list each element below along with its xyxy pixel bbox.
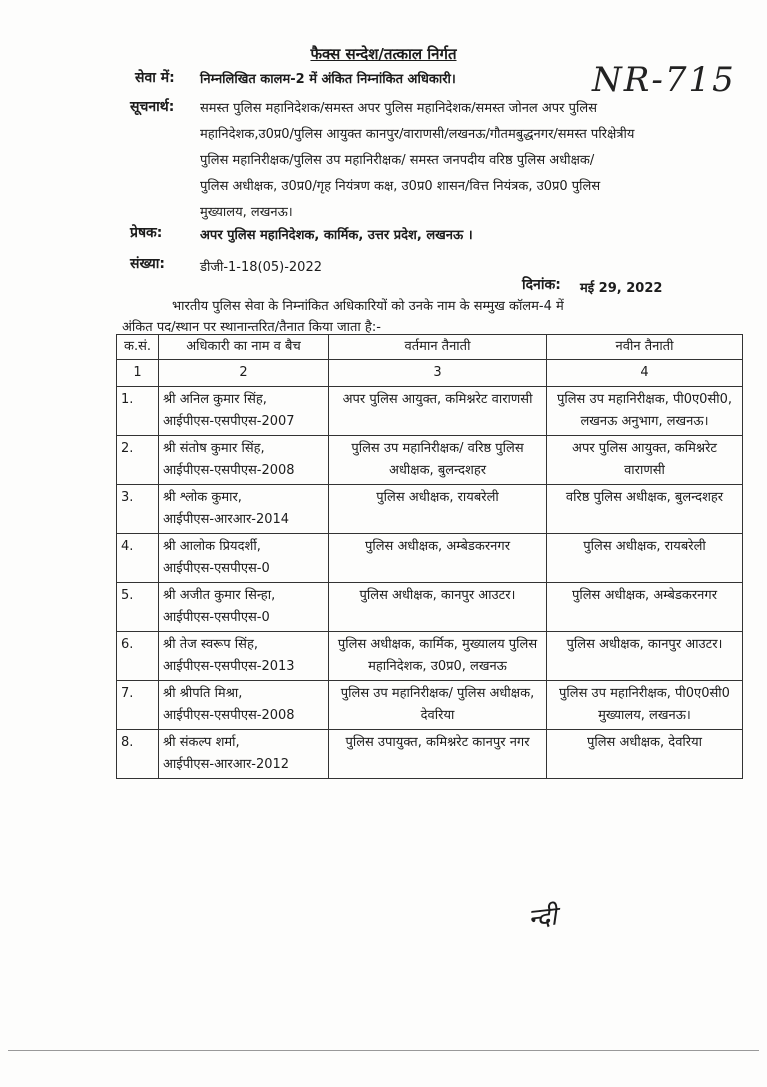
officer-name: श्री तेज स्वरूप सिंह,: [163, 637, 258, 652]
row-sno: [117, 485, 159, 534]
officer-name: श्री अनिल कुमार सिंह,: [163, 392, 267, 407]
officer-batch: आईपीएस-आरआर-2012: [163, 757, 290, 772]
officer-batch: आईपीएस-एसपीएस-2008: [163, 708, 295, 723]
officer-batch: आईपीएस-एसपीएस-0: [163, 561, 270, 576]
row-current-posting: [329, 436, 547, 485]
handwritten-reference-number: NR-715: [592, 60, 736, 100]
transfer-table: [116, 334, 743, 779]
row-new-posting: [547, 387, 743, 436]
row-new-posting: [547, 583, 743, 632]
row-sno-text: 2.: [121, 441, 134, 456]
info-line-5: मुख्यालय, लखनऊ।: [200, 205, 293, 220]
new-posting-text: पुलिस अधीक्षक, अम्बेडकरनगर: [571, 588, 718, 603]
current-posting-text: पुलिस अधीक्षक, रायबरेली: [376, 490, 499, 505]
date-label: दिनांक:: [522, 277, 561, 293]
row-new-posting: [547, 730, 743, 779]
info-label: सूचनार्थ:: [130, 99, 175, 115]
current-posting-text: पुलिस अधीक्षक, कानपुर आउटर।: [359, 588, 516, 603]
row-officer: [159, 387, 329, 436]
row-sno: [117, 681, 159, 730]
row-sno-text: 4.: [121, 539, 134, 554]
new-posting-text: पुलिस अधीक्षक, देवरिया: [586, 735, 703, 750]
to-text: निम्नलिखित कालम-2 में अंकित निम्नांकित अधिकारी।: [200, 72, 456, 87]
row-new-posting: [547, 436, 743, 485]
header-sno: क.सं.: [117, 335, 159, 360]
officer-batch: आईपीएस-एसपीएस-2007: [163, 414, 295, 429]
info-line-4: पुलिस अधीक्षक, उ0प्र0/गृह नियंत्रण कक्ष, उ0प्र0 शासन/वित्त नियंत्रक, उ0प्र0 पुलिस: [200, 179, 601, 194]
info-line-3: पुलिस महानिरीक्षक/पुलिस उप महानिरीक्षक/ समस्त जनपदीय वरिष्ठ पुलिस अधीक्षक/: [200, 153, 595, 168]
table-row: [117, 730, 743, 779]
intro-line-2: अंकित पद/स्थान पर स्थानान्तरित/तैनात किया जाता है:-: [122, 320, 381, 335]
officer-name: श्री संतोष कुमार सिंह,: [163, 441, 265, 456]
header-new-posting: नवीन तैनाती: [547, 335, 743, 360]
col-number: 3: [329, 360, 547, 387]
current-posting-text: पुलिस उपायुक्त, कमिश्नरेट कानपुर नगर: [345, 735, 530, 750]
signature: न्दी: [526, 901, 559, 935]
row-officer: [159, 583, 329, 632]
row-current-posting: [329, 583, 547, 632]
intro-line-1: भारतीय पुलिस सेवा के निम्नांकित अधिकारियों को उनके नाम के सम्मुख कॉलम-4 में: [172, 299, 564, 314]
col-number: 2: [159, 360, 329, 387]
col-number: 4: [547, 360, 743, 387]
officer-name: श्री अजीत कुमार सिन्हा,: [163, 588, 276, 603]
current-posting-text: पुलिस उप महानिरीक्षक/ वरिष्ठ पुलिस अधीक्षक, बुलन्दशहर: [351, 441, 524, 478]
document-title: फैक्स सन्देश/तत्काल निर्गत: [310, 45, 457, 63]
row-new-posting: [547, 632, 743, 681]
header-current-posting: वर्तमान तैनाती: [329, 335, 547, 360]
row-officer: [159, 534, 329, 583]
date-value: मई 29, 2022: [580, 281, 663, 296]
row-current-posting: [329, 632, 547, 681]
row-current-posting: [329, 730, 547, 779]
new-posting-text: पुलिस उप महानिरीक्षक, पी0ए0सी0 मुख्यालय, लखनऊ।: [559, 686, 730, 723]
sender-text: अपर पुलिस महानिदेशक, कार्मिक, उत्तर प्रदेश, लखनऊ ।: [200, 228, 473, 243]
officer-batch: आईपीएस-एसपीएस-2008: [163, 463, 295, 478]
current-posting-text: पुलिस अधीक्षक, अम्बेडकरनगर: [364, 539, 511, 554]
row-new-posting: [547, 681, 743, 730]
new-posting-text: वरिष्ठ पुलिस अधीक्षक, बुलन्दशहर: [565, 490, 724, 505]
row-new-posting: [547, 485, 743, 534]
new-posting-text: पुलिस उप महानिरीक्षक, पी0ए0सी0, लखनऊ अनुभाग, लखनऊ।: [556, 392, 733, 429]
officer-name: श्री श्रीपति मिश्रा,: [163, 686, 243, 701]
officer-batch: आईपीएस-एसपीएस-0: [163, 610, 270, 625]
officer-batch: आईपीएस-आरआर-2014: [163, 512, 290, 527]
table-row: [117, 387, 743, 436]
to-label: सेवा में:: [135, 70, 175, 86]
reference-label: संख्या:: [130, 256, 165, 272]
new-posting-text: पुलिस अधीक्षक, रायबरेली: [583, 539, 706, 554]
row-officer: [159, 730, 329, 779]
officer-name: श्री आलोक प्रियदर्शी,: [163, 539, 261, 554]
row-current-posting: [329, 387, 547, 436]
row-sno: [117, 387, 159, 436]
row-officer: [159, 485, 329, 534]
current-posting-text: अपर पुलिस आयुक्त, कमिश्नरेट वाराणसी: [342, 392, 533, 407]
new-posting-text: पुलिस अधीक्षक, कानपुर आउटर।: [566, 637, 723, 652]
row-officer: [159, 632, 329, 681]
row-current-posting: [329, 534, 547, 583]
table-row: [117, 681, 743, 730]
officer-name: श्री श्लोक कुमार,: [163, 490, 242, 505]
row-sno-text: 7.: [121, 686, 134, 701]
table-row: [117, 534, 743, 583]
row-officer: [159, 436, 329, 485]
row-sno-text: 6.: [121, 637, 134, 652]
row-sno: [117, 632, 159, 681]
info-line-1: समस्त पुलिस महानिदेशक/समस्त अपर पुलिस महानिदेशक/समस्त जोनल अपर पुलिस: [200, 101, 597, 116]
row-sno-text: 1.: [121, 392, 134, 407]
table-row: [117, 632, 743, 681]
row-sno: [117, 583, 159, 632]
header-officer-name: अधिकारी का नाम व बैच: [159, 335, 329, 360]
sender-label: प्रेषक:: [130, 225, 163, 241]
new-posting-text: अपर पुलिस आयुक्त, कमिश्नरेट वाराणसी: [572, 441, 717, 478]
row-sno: [117, 436, 159, 485]
reference-number: डीजी-1-18(05)-2022: [200, 260, 322, 275]
table-row: [117, 583, 743, 632]
info-line-2: महानिदेशक,उ0प्र0/पुलिस आयुक्त कानपुर/वाराणसी/लखनऊ/गौतमबुद्धनगर/समस्त परिक्षेत्रीय: [200, 127, 635, 142]
current-posting-text: पुलिस अधीक्षक, कार्मिक, मुख्यालय पुलिस महानिदेशक, उ0प्र0, लखनऊ: [337, 637, 538, 674]
page-bottom-divider: [8, 1050, 759, 1051]
row-sno-text: 5.: [121, 588, 134, 603]
officer-batch: आईपीएस-एसपीएस-2013: [163, 659, 295, 674]
row-current-posting: [329, 485, 547, 534]
table-row: [117, 436, 743, 485]
officer-name: श्री संकल्प शर्मा,: [163, 735, 240, 750]
row-sno-text: 8.: [121, 735, 134, 750]
row-sno: [117, 730, 159, 779]
table-header-row: [117, 335, 743, 360]
row-current-posting: [329, 681, 547, 730]
row-sno-text: 3.: [121, 490, 134, 505]
row-sno: [117, 534, 159, 583]
current-posting-text: पुलिस उप महानिरीक्षक/ पुलिस अधीक्षक, देवरिया: [340, 686, 535, 723]
col-number: 1: [117, 360, 159, 387]
table-row: [117, 485, 743, 534]
row-new-posting: [547, 534, 743, 583]
table-column-number-row: [117, 360, 743, 387]
row-officer: [159, 681, 329, 730]
